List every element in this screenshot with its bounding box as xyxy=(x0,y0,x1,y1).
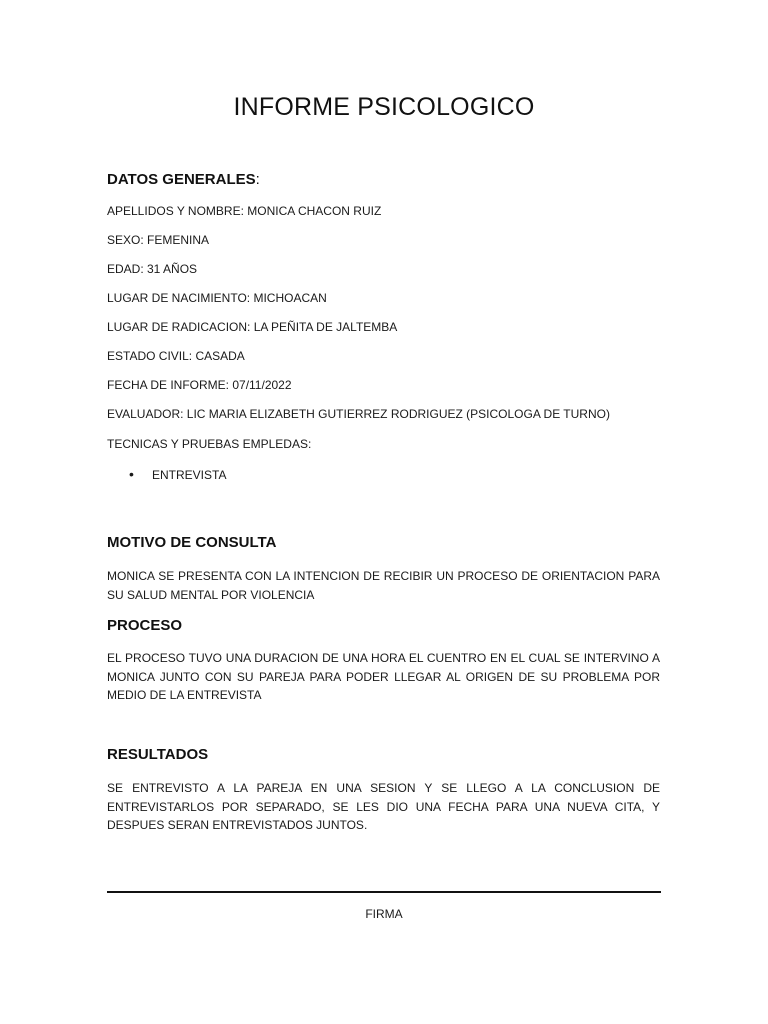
section-heading-datos-generales xyxy=(107,171,260,188)
field-sexo: SEXO: FEMENINA xyxy=(107,233,210,247)
section-heading-resultados: RESULTADOS xyxy=(107,746,209,763)
field-fecha-informe: FECHA DE INFORME: 07/11/2022 xyxy=(107,378,292,392)
datos-generales-heading-text: DATOS GENERALES xyxy=(107,171,256,188)
field-evaluador: EVALUADOR: LIC MARIA ELIZABETH GUTIERREZ RODRIGUEZ (PSICOLOGA DE TURNO) xyxy=(107,407,610,421)
list-item xyxy=(129,466,226,482)
signature-label: FIRMA xyxy=(365,907,403,921)
motivo-consulta-paragraph: MONICA SE PRESENTA CON LA INTENCION DE RECIBIR UN PROCESO DE ORIENTACION PARA SU SALUD MENTAL POR VIOLENCIA xyxy=(107,569,660,602)
proceso-paragraph: EL PROCESO TUVO UNA DURACION DE UNA HORA EL CUENTRO EN EL CUAL SE INTERVINO A MONICA JUNTO CON SU PAREJA PARA PODER LLEGAR AL ORIGEN DE SU PROBLEMA POR MEDIO DE LA ENTREVISTA xyxy=(107,651,660,702)
field-apellidos-nombre: APELLIDOS Y NOMBRE: MONICA CHACON RUIZ xyxy=(107,204,382,218)
section-heading-proceso: PROCESO xyxy=(107,617,183,634)
section-heading-motivo-consulta: MOTIVO DE CONSULTA xyxy=(107,534,277,551)
bullet-text: ENTREVISTA xyxy=(152,468,227,482)
field-estado-civil: ESTADO CIVIL: CASADA xyxy=(107,349,245,363)
field-edad: EDAD: 31 AÑOS xyxy=(107,262,198,276)
signature-line xyxy=(107,891,661,893)
resultados-paragraph: SE ENTREVISTO A LA PAREJA EN UNA SESION Y SE LLEGO A LA CONCLUSION DE ENTREVISTARLOS POR SEPARADO, SE LES DIO UNA FECHA PARA UNA NUEVA CITA, Y DESPUES SERAN ENTREVISTADOS JUNTOS. xyxy=(107,781,660,832)
field-lugar-radicacion: LUGAR DE RADICACION: LA PEÑITA DE JALTEMBA xyxy=(107,320,398,334)
field-lugar-nacimiento: LUGAR DE NACIMIENTO: MICHOACAN xyxy=(107,291,327,305)
datos-generales-heading-colon: : xyxy=(255,171,260,188)
bullet-icon: • xyxy=(129,466,134,482)
document-title: INFORME PSICOLOGICO xyxy=(233,93,535,121)
field-tecnicas-pruebas: TECNICAS Y PRUEBAS EMPLEDAS: xyxy=(107,437,312,451)
